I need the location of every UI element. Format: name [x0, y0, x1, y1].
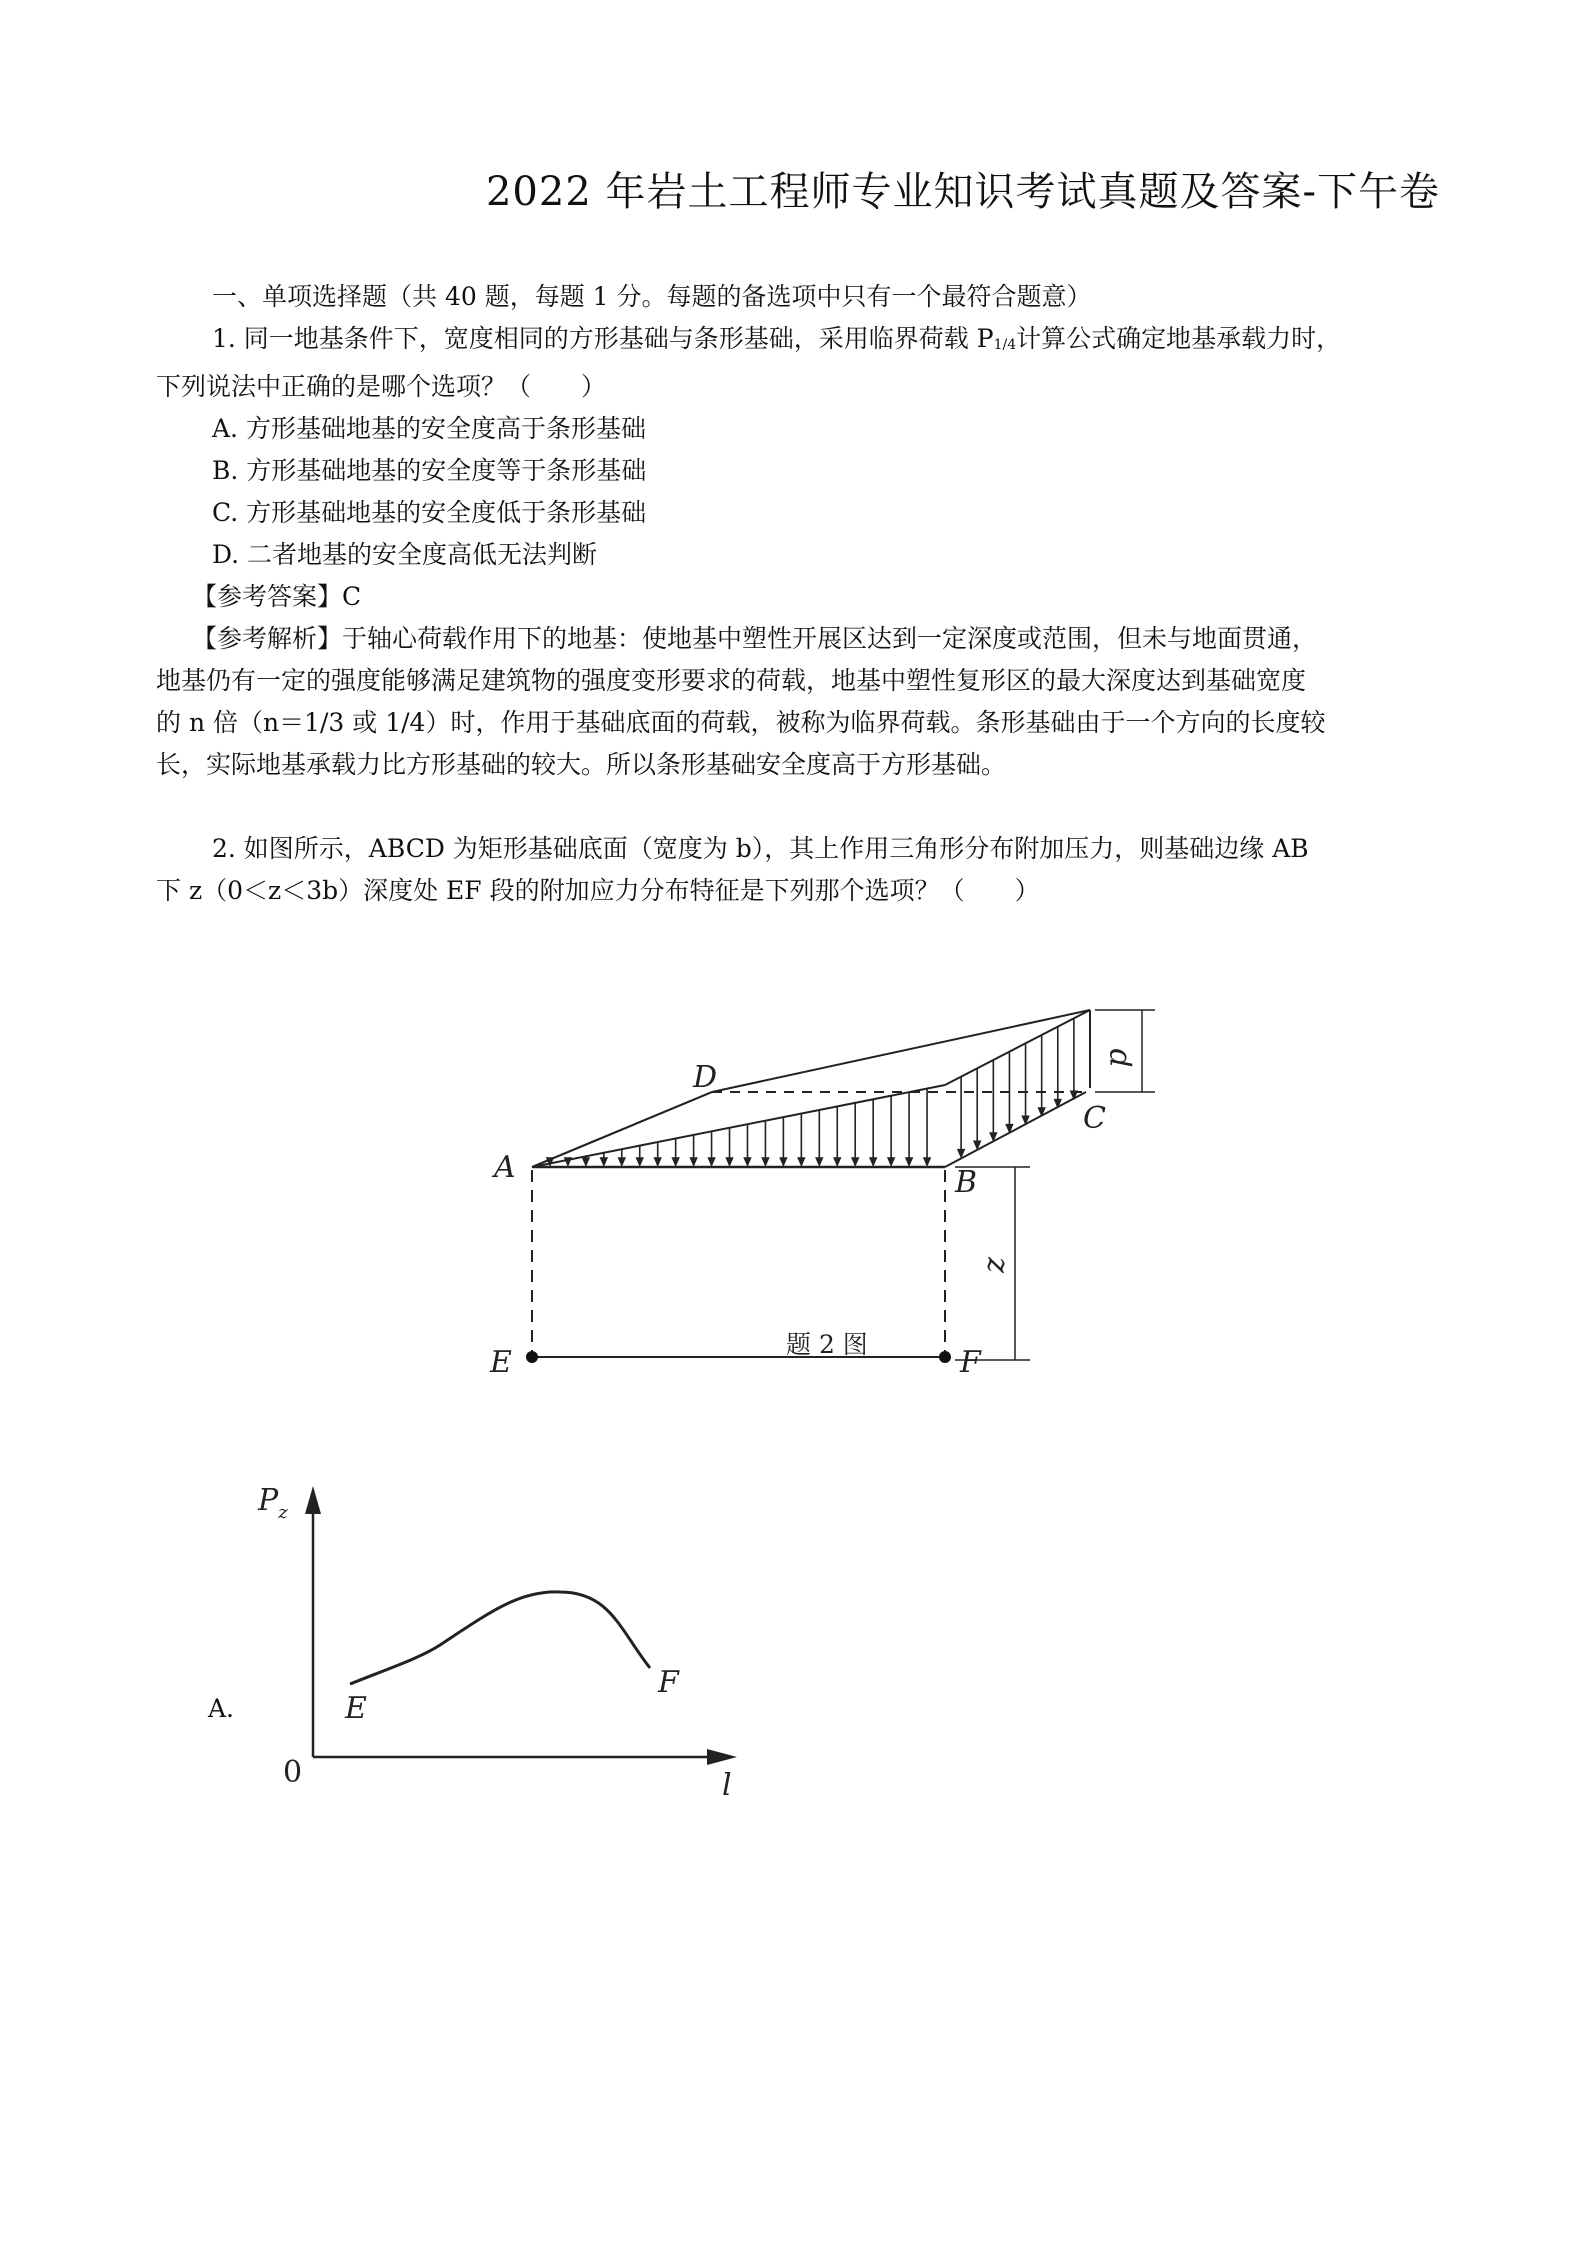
figure-caption: 题 2 图 — [786, 1330, 868, 1359]
q1-stem-line2: 下列说法中正确的是哪个选项？（ ） — [156, 372, 607, 401]
curve-start-label: E — [345, 1691, 367, 1726]
plot-y-sub: z — [278, 1502, 288, 1523]
q1-option-a: A. 方形基础地基的安全度高于条形基础 — [212, 414, 646, 443]
q2-stem: 2. 如图所示，ABCD 为矩形基础底面（宽度为 b），其上作用三角形分布附加压力，则基础边缘 AB — [212, 834, 1309, 863]
section-heading: 一、单项选择题（共 40 题，每题 1 分。每题的备选项中只有一个最符合题意） — [212, 282, 1092, 311]
load-label: p — [1099, 1048, 1134, 1068]
q1-analysis-line3: 的 n 倍（n＝1/3 或 1/4）时，作用于基础底面的荷载，被称为临界荷载。条形基础由于一个方向的长度较 — [156, 708, 1326, 737]
curve-end-label: F — [658, 1665, 679, 1700]
q1-option-d: D. 二者地基的安全度高低无法判断 — [212, 540, 598, 569]
q1-analysis-line4: 长，实际地基承载力比方形基础的较大。所以条形基础安全度高于方形基础。 — [156, 750, 1007, 779]
q2-stem-line2: 下 z（0＜z＜3b）深度处 EF 段的附加应力分布特征是下列那个选项？（ ） — [156, 876, 1040, 905]
x-arrow-icon — [707, 1749, 737, 1765]
label-e: E — [490, 1345, 512, 1380]
p-subscript: 1/4 — [993, 337, 1017, 353]
option-a-label: A. — [208, 1694, 235, 1723]
curve-ef — [350, 1592, 650, 1684]
q1-stem: 1. 同一地基条件下，宽度相同的方形基础与条形基础，采用临界荷载 $P_{1/4}$计算公式确定地基承载力时， — [212, 324, 1342, 353]
label-b: B — [955, 1165, 978, 1200]
page-title: 2022 年岩土工程师专业知识考试真题及答案-下午卷 — [485, 169, 1440, 215]
label-d: D — [693, 1060, 718, 1095]
q1-option-b: B. 方形基础地基的安全度等于条形基础 — [212, 456, 647, 485]
label-a: A — [494, 1150, 516, 1185]
plot-origin: 0 — [283, 1755, 303, 1790]
q1-analysis-line2: 地基仍有一定的强度能够满足建筑物的强度变形要求的荷载，地基中塑性复形区的最大深度达到基础宽度 — [156, 666, 1307, 695]
label-c: C — [1083, 1101, 1106, 1136]
plot-y-label: $P_z$ — [258, 1483, 288, 1523]
q1-option-c: C. 方形基础地基的安全度低于条形基础 — [212, 498, 647, 527]
y-arrow-icon — [305, 1486, 321, 1514]
label-f: F — [960, 1345, 981, 1380]
q1-answer: 【参考答案】C — [192, 582, 362, 611]
depth-label: z — [977, 1257, 1012, 1273]
q1-analysis: 【参考解析】于轴心荷载作用下的地基：使地基中塑性开展区达到一定深度或范围，但未与地面贯通， — [192, 624, 1318, 653]
plot-x-label: l — [722, 1768, 732, 1803]
